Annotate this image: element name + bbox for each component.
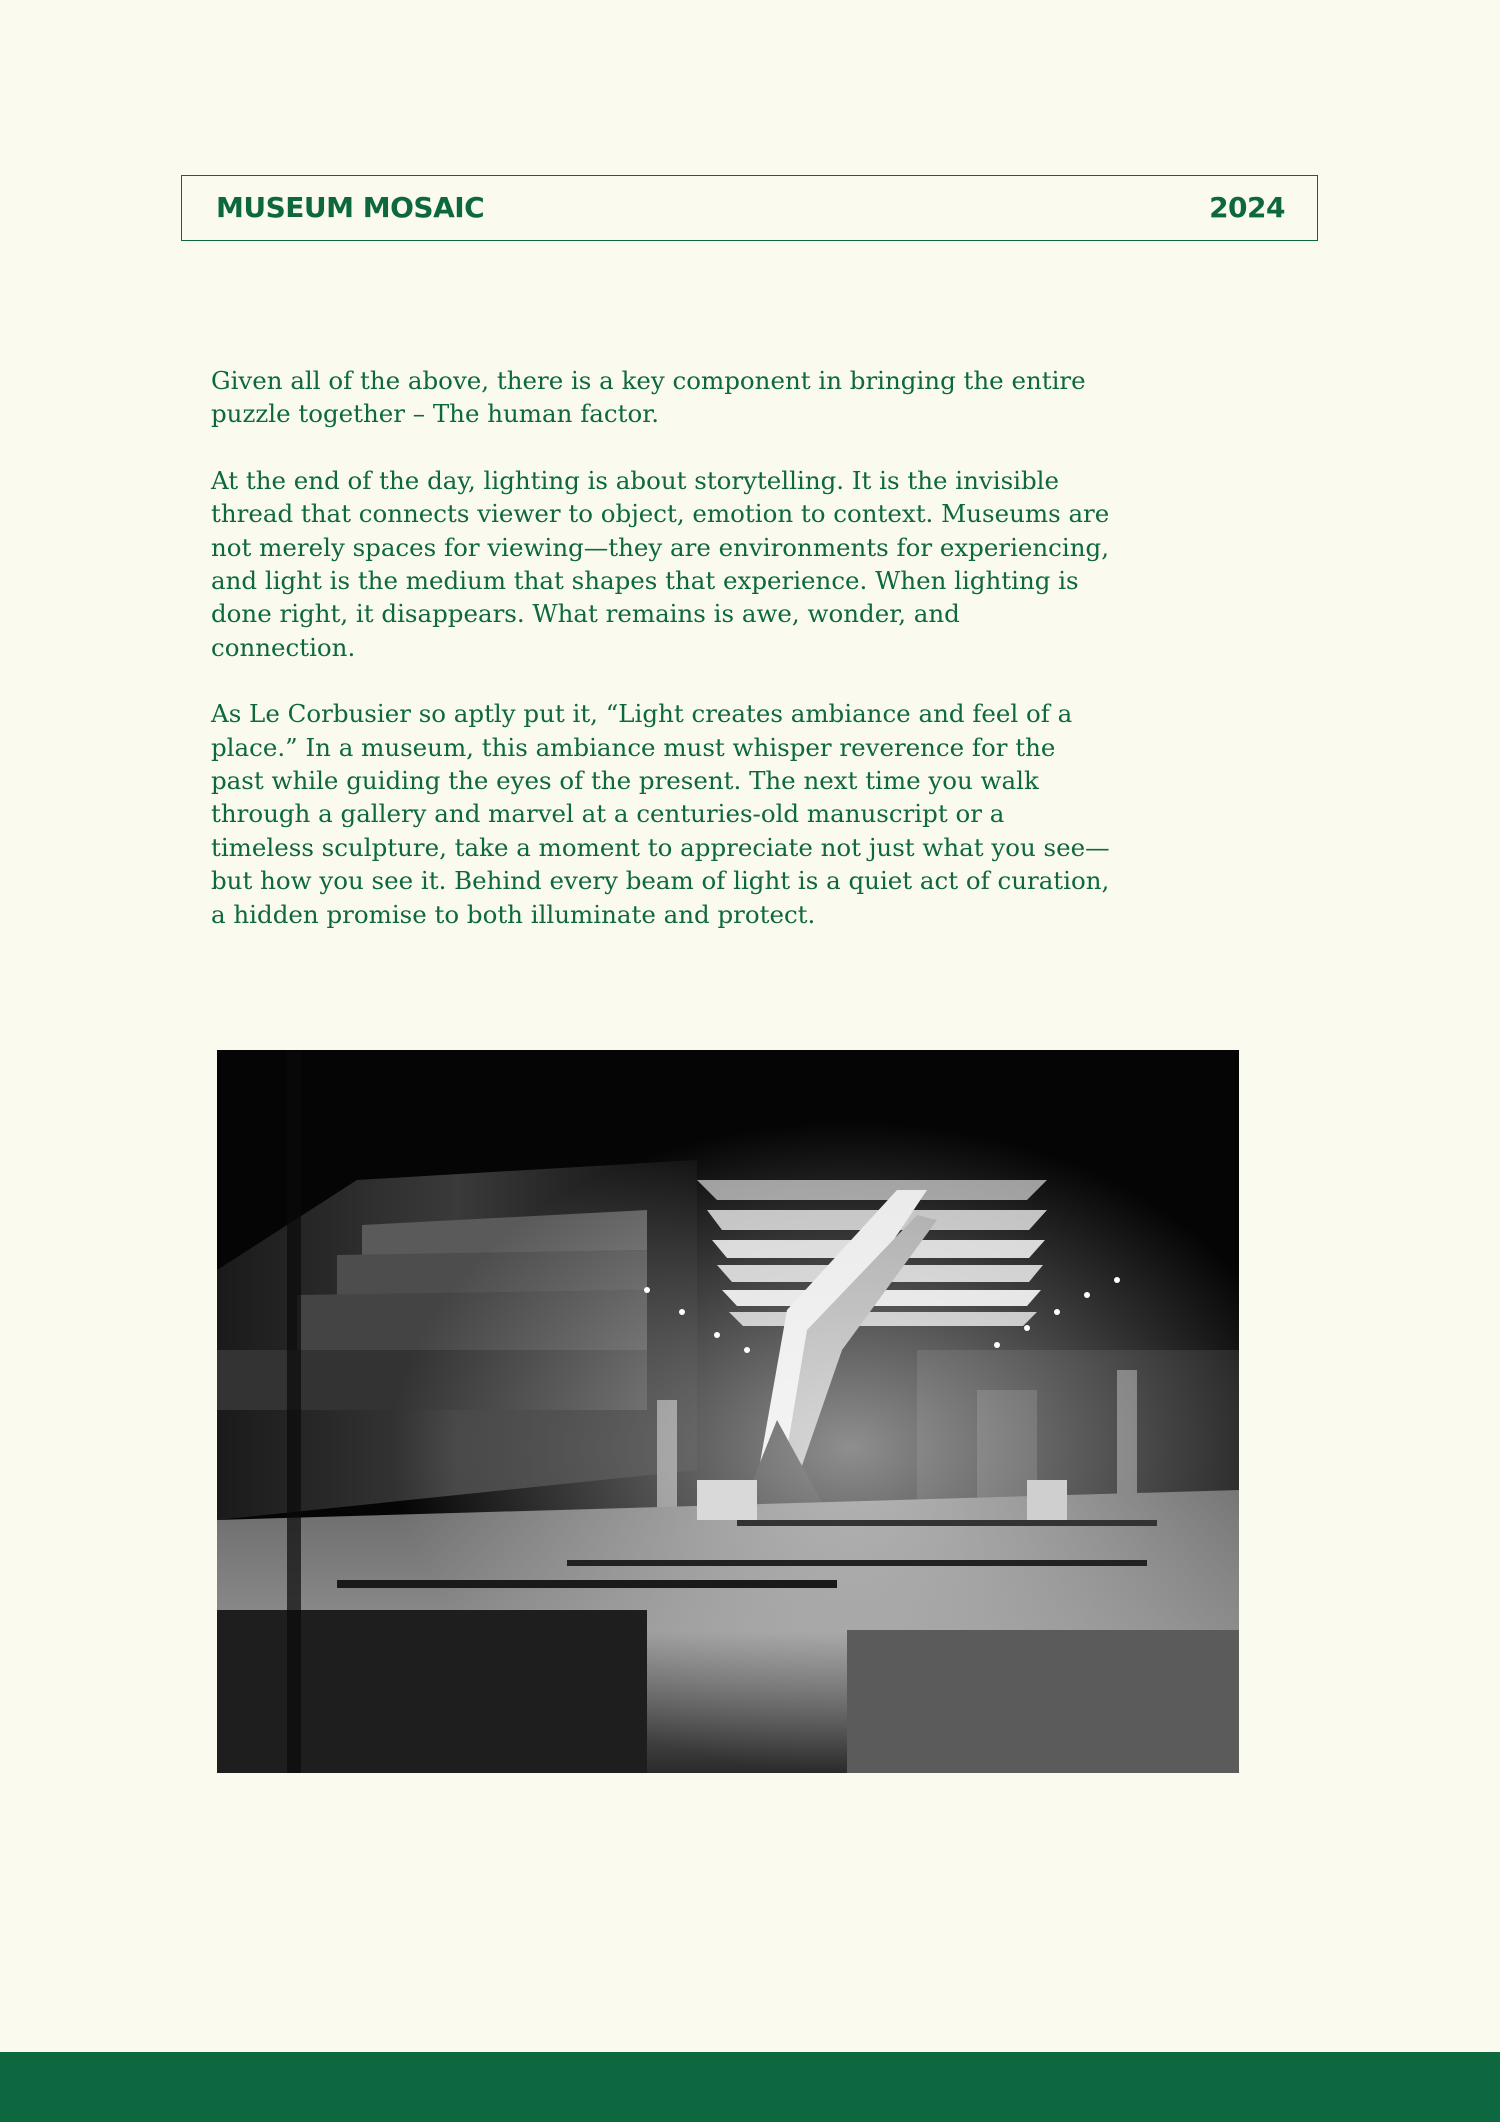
publication-title: MUSEUM MOSAIC [216, 191, 485, 224]
article-paragraph: As Le Corbusier so aptly put it, “Light creates ambiance and feel of a place.” In a museum, this ambiance must whisper reverence for the past while guiding the eyes of the present. The next time you walk through a gallery and marvel at a centuries-old manuscript or a timeless sculpture, take a moment to appreciate not just what you see—but how you see it. Behind every beam of light is a quiet act of curation, a hidden promise to both illuminate and protect. [211, 699, 1110, 929]
article-paragraph: At the end of the day, lighting is about storytelling. It is the invisible thread that connects viewer to object, emotion to context. Museums are not merely spaces for viewing—they are environments for experiencing, and light is the medium that shapes that experience. When lighting is done right, it disappears. What remains is awe, wonder, and connection. [211, 465, 1110, 662]
article-body [211, 364, 1111, 964]
publication-year: 2024 [1209, 191, 1285, 224]
article-paragraph: Given all of the above, there is a key component in bringing the entire puzzle together – The human factor. [211, 366, 1086, 429]
museum-interior-photo [217, 1050, 1239, 1773]
footer-bar [0, 2052, 1500, 2122]
header-frame [181, 175, 1318, 241]
